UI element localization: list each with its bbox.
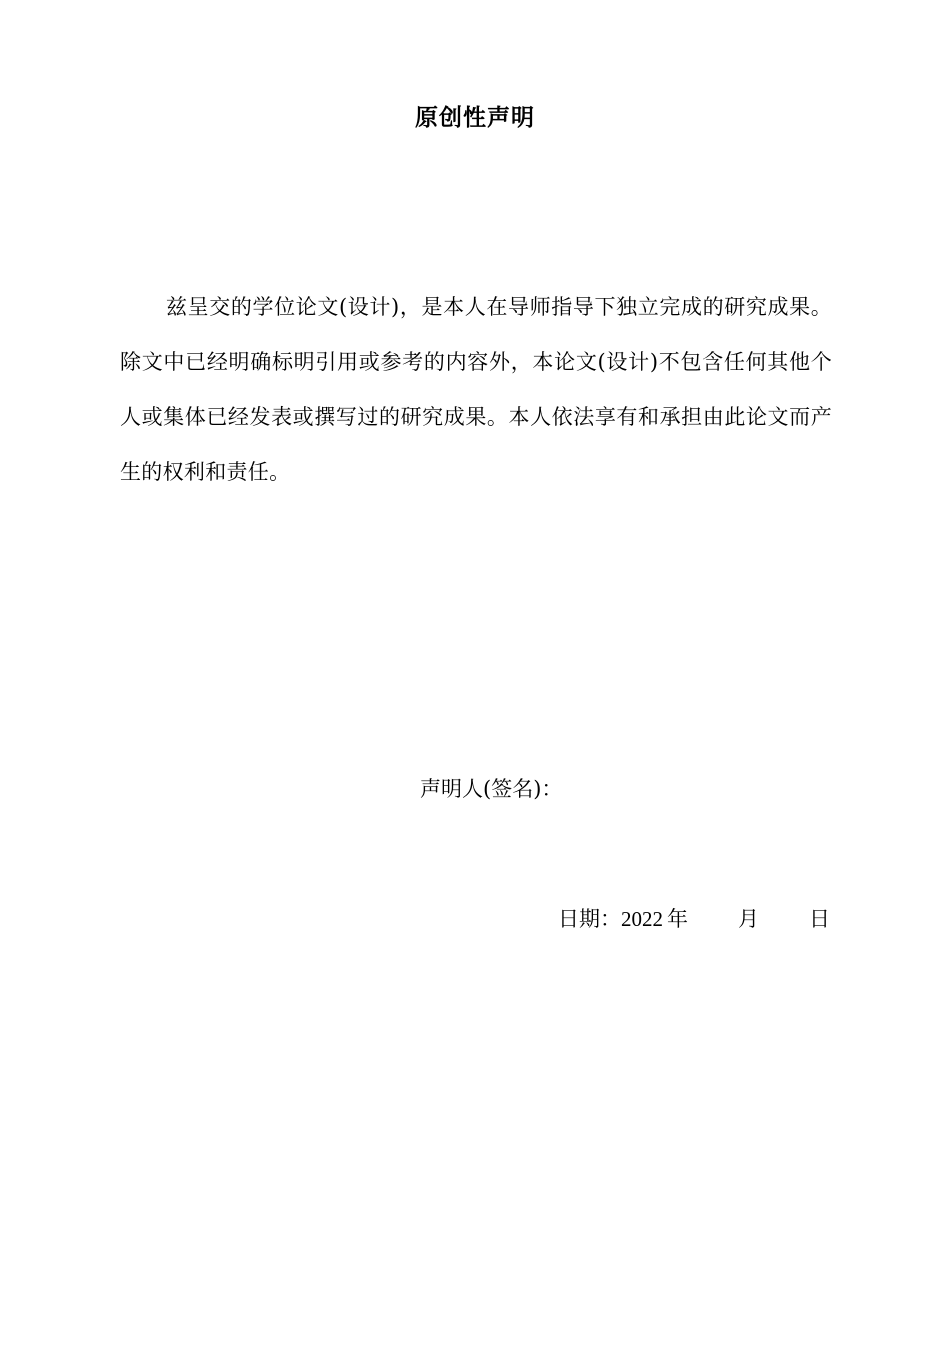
signer-label: 声明人(签名)： <box>420 777 563 801</box>
declaration-paragraph: 兹呈交的学位论文(设计)，是本人在导师指导下独立完成的研究成果。除文中已经明确标明引用或参考的内容外，本论文(设计)不包含任何其他个人或集体已经发表或撰写过的研究成果。本人依法享有和承担由此论文而产生的权利和责任。 <box>120 295 832 484</box>
date-line <box>558 902 830 936</box>
date-year-unit: 年 <box>667 907 688 931</box>
date-label: 日期： <box>558 907 621 931</box>
page-title: 原创性声明 <box>415 104 535 131</box>
date-month-unit: 月 <box>738 907 759 931</box>
date-year: 2022 <box>621 907 663 931</box>
date-day-unit: 日 <box>809 907 830 931</box>
